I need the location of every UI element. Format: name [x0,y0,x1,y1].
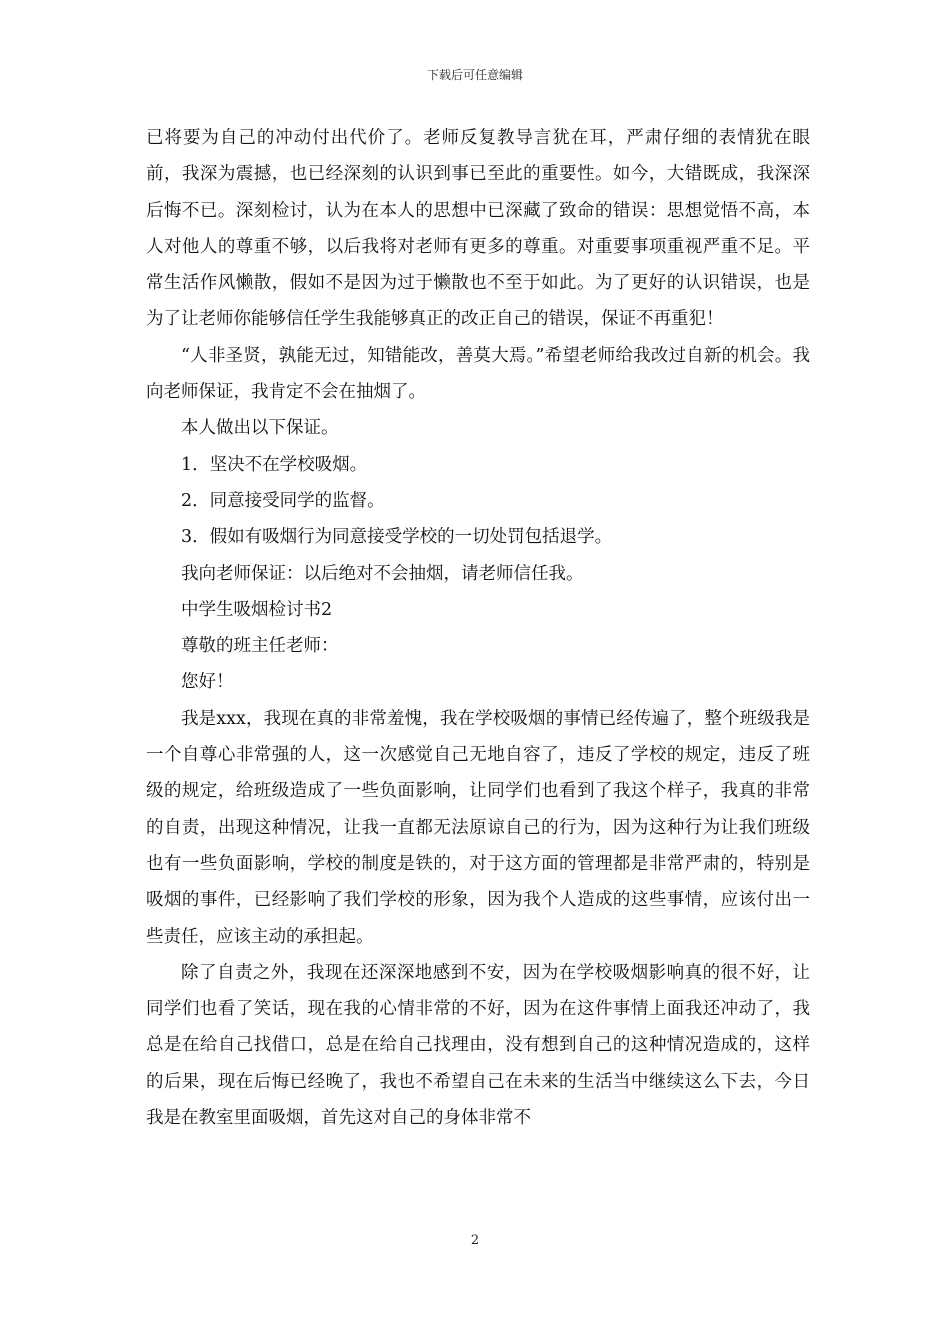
salutation: 尊敬的班主任老师： [181,636,339,657]
document-body [146,120,810,1136]
paragraph: 我是xxx，我现在真的非常羞愧，我在学校吸烟的事情已经传遍了，整个班级我是一个自尊心非常强的人，这一次感觉自己无地自容了，违反了学校的规定，违反了班级的规定，给班级造成了一些负面影响，让同学们也看到了我这个样子，我真的非常的自责，出现这种情况，让我一直都无法原谅自己的行为，因为这种行为让我们班级也有一些负面影响，学校的制度是铁的，对于这方面的管理都是非常严肃的，特别是吸烟的事件，已经影响了我们学校的形象，因为我个人造成的这些事情，应该付出一些责任，应该主动的承担起。 [146,708,810,947]
paragraph: 已将要为自己的冲动付出代价了。老师反复教导言犹在耳，严肃仔细的表情犹在眼前，我深为震撼，也已经深刻的认识到事已至此的重要性。如今，大错既成，我深深后悔不已。深刻检讨，认为在本人的思想中已深藏了致命的错误：思想觉悟不高，本人对他人的尊重不够，以后我将对老师有更多的尊重。对重要事项重视严重不足。平常生活作风懒散，假如不是因为过于懒散也不至于如此。为了更好的认识错误，也是为了让老师你能够信任学生我能够真正的改正自己的错误，保证不再重犯！ [146,128,810,330]
paragraph: 本人做出以下保证。 [181,418,339,439]
paragraph: “人非圣贤，孰能无过，知错能改，善莫大焉。”希望老师给我改过自新的机会。我向老师保证，我肯定不会在抽烟了。 [146,345,810,403]
greeting: 您好！ [181,672,234,693]
list-item: 3．假如有吸烟行为同意接受学校的一切处罚包括退学。 [181,527,613,548]
list-item: 1．坚决不在学校吸烟。 [181,454,368,475]
paragraph: 我向老师保证：以后绝对不会抽烟，请老师信任我。 [181,563,584,584]
page-header: 下载后可任意编辑 [426,68,523,82]
page-number: 2 [470,1233,480,1248]
list-item: 2．同意接受同学的监督。 [181,490,385,511]
paragraph: 除了自责之外，我现在还深深地感到不安，因为在学校吸烟影响真的很不好，让同学们也看了笑话，现在我的心情非常的不好，因为在这件事情上面我还冲动了，我总是在给自己找借口，总是在给自己找理由，没有想到自己的这种情况造成的，这样的后果，现在后悔已经晚了，我也不希望自己在未来的生活当中继续这么下去，今日我是在教室里面吸烟，首先这对自己的身体非常不 [146,962,810,1129]
section-title: 中学生吸烟检讨书2 [181,599,333,620]
